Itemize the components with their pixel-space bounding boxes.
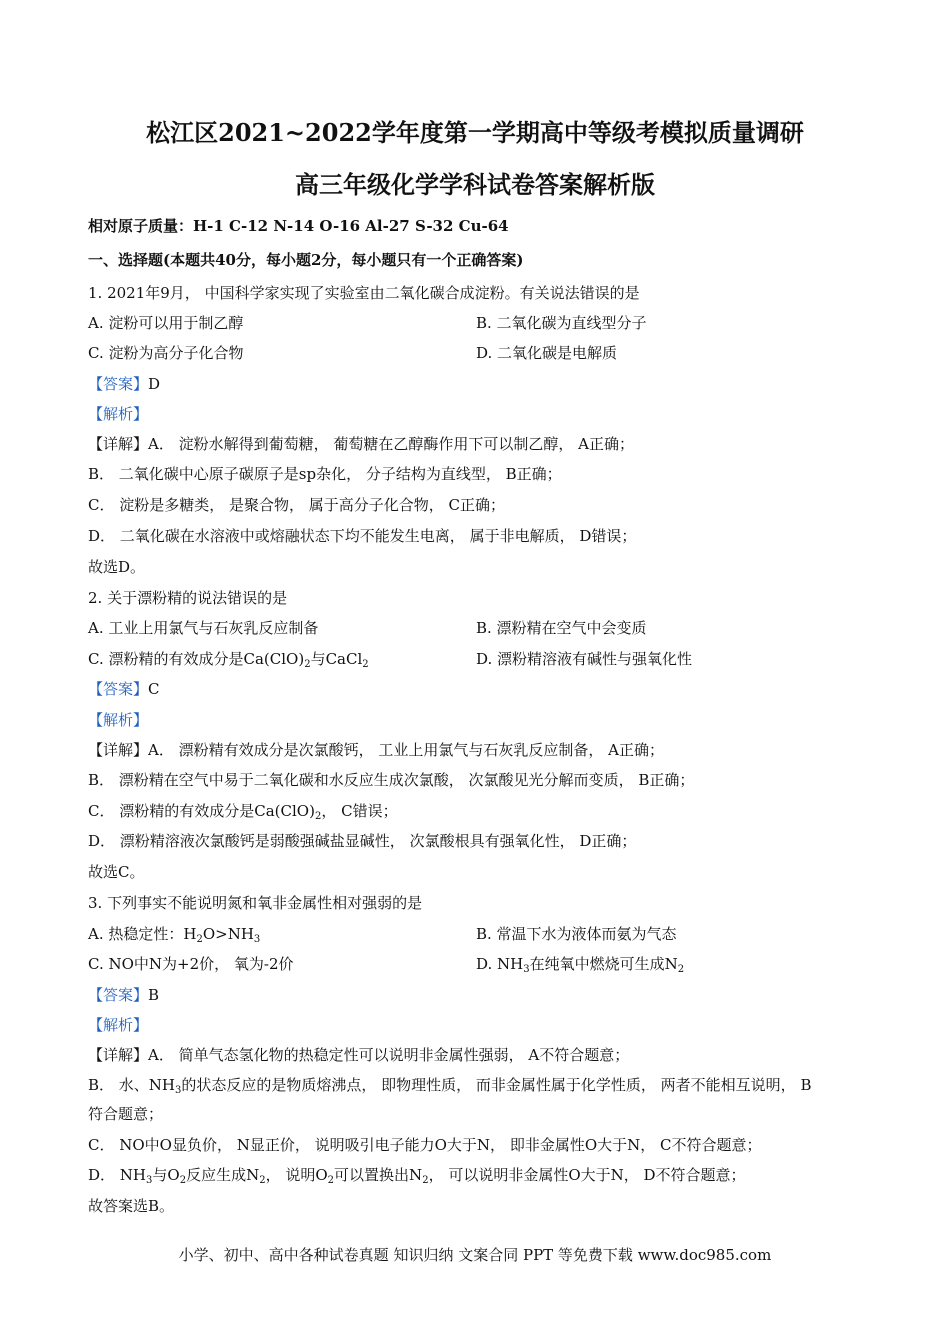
q3-conclusion: 故答案选B。: [88, 1197, 175, 1215]
q2-answer: [88, 679, 160, 699]
text: 的状态反应的是物质熔沸点， 即物理性质， 而非金属性属于化学性质， 两者不能相互说明， B: [181, 1076, 812, 1094]
subscript: 2: [677, 964, 685, 975]
answer-label: 【答案】: [88, 680, 149, 698]
q3-detail-2-cont: 符合题意；: [88, 1105, 164, 1123]
q2-conclusion: 故选C。: [88, 863, 145, 881]
text: C． 漂粉精的有效成分是Ca(ClO): [88, 802, 315, 820]
q3-option-d: [476, 954, 684, 974]
subscript: 3: [523, 964, 530, 975]
text: ， C错误；: [321, 802, 398, 820]
subscript: 2: [179, 1175, 187, 1186]
q1-option-b: B. 二氧化碳为直线型分子: [476, 314, 647, 332]
subscript: 3: [146, 1175, 153, 1186]
q3-detail-1: [88, 1045, 629, 1065]
subscript: 2: [327, 1175, 335, 1186]
q1-option-c: C. 淀粉为高分子化合物: [88, 344, 244, 362]
page-footer: 小学、初中、高中各种试卷真题 知识归纳 文案合同 PPT 等免费下载 www.doc985.com: [178, 1246, 772, 1264]
subscript: 2: [196, 934, 203, 945]
text: ， 可以说明非金属性O大于N， D不符合题意；: [428, 1166, 746, 1184]
q1-stem: 1. 2021年9月， 中国科学家实现了实验室由二氧化碳合成淀粉。有关说法错误的是: [88, 284, 640, 302]
answer-label: 【答案】: [88, 986, 149, 1004]
subscript: 2: [362, 659, 369, 670]
detail-label: 【详解】: [88, 741, 149, 759]
answer-value: D: [148, 375, 161, 393]
page-subtitle: 高三年级化学学科试卷答案解析版: [295, 170, 655, 199]
q2-detail-4: D． 漂粉精溶液次氯酸钙是弱酸强碱盐显碱性， 次氯酸根具有强氧化性， D正确；: [88, 832, 637, 850]
q1-option-d: D. 二氧化碳是电解质: [476, 344, 618, 362]
text: ， 说明O: [265, 1166, 328, 1184]
q2-option-b: B. 漂粉精在空气中会变质: [476, 619, 647, 637]
text: 与CaCl: [310, 650, 363, 668]
q3-option-c: C. NO中N为+2价， 氧为-2价: [88, 955, 294, 973]
q1-detail-1: [88, 434, 634, 454]
q3-stem: 3. 下列事实不能说明氮和氧非金属性相对强弱的是: [88, 894, 423, 912]
q3-detail-2: [88, 1075, 811, 1095]
detail-text: A． 淀粉水解得到葡萄糖， 葡萄糖在乙醇酶作用下可以制乙醇， A正确；: [148, 435, 634, 453]
text: 与O: [152, 1166, 180, 1184]
text: 可以置换出N: [334, 1166, 423, 1184]
q3-answer: [88, 985, 159, 1005]
q2-detail-2: B． 漂粉精在空气中易于二氧化碳和水反应生成次氯酸， 次氯酸见光分解而变质， B正确；: [88, 771, 695, 789]
q1-option-a: A. 淀粉可以用于制乙醇: [88, 314, 244, 332]
q1-conclusion: 故选D。: [88, 558, 146, 576]
q1-detail-4: D． 二氧化碳在水溶液中或熔融状态下均不能发生电离， 属于非电解质， D错误；: [88, 527, 637, 545]
detail-label: 【详解】: [88, 435, 149, 453]
q2-stem: 2. 关于漂粉精的说法错误的是: [88, 589, 288, 607]
q1-analysis-label: 【解析】: [88, 405, 149, 423]
q2-detail-1: [88, 740, 664, 760]
detail-text: A． 简单气态氢化物的热稳定性可以说明非金属性强弱， A不符合题意；: [148, 1046, 630, 1064]
detail-label: 【详解】: [88, 1046, 149, 1064]
text: 在纯氧中燃烧可生成N: [529, 955, 678, 973]
text: D． NH: [88, 1166, 147, 1184]
q1-answer: [88, 374, 160, 394]
q3-detail-3: C． NO中O显负价， N显正价， 说明吸引电子能力O大于N， 即非金属性O大于N， C不符合题意；: [88, 1136, 762, 1154]
text: A. 热稳定性：H: [88, 925, 197, 943]
text: B． 水、NH: [88, 1076, 175, 1094]
subscript: 2: [259, 1175, 266, 1186]
answer-value: B: [148, 986, 160, 1004]
q1-detail-2: B． 二氧化碳中心原子碳原子是sp杂化， 分子结构为直线型， B正确；: [88, 465, 562, 483]
q3-detail-4: [88, 1165, 746, 1185]
subscript: 2: [314, 811, 322, 822]
q1-detail-3: C． 淀粉是多糖类， 是聚合物， 属于高分子化合物， C正确；: [88, 496, 506, 514]
answer-value: C: [148, 680, 160, 698]
q3-option-a: [88, 924, 260, 944]
q2-detail-3: [88, 801, 398, 821]
atomic-masses: 相对原子质量：H-1 C-12 N-14 O-16 Al-27 S-32 Cu-64: [88, 217, 509, 235]
q3-option-b: B. 常温下水为液体而氨为气态: [476, 925, 677, 943]
subscript: 2: [304, 659, 311, 670]
q2-option-a: A. 工业上用氯气与石灰乳反应制备: [88, 619, 319, 637]
section-heading: 一、选择题(本题共40分，每小题2分，每小题只有一个正确答案): [88, 251, 524, 269]
subscript: 2: [422, 1175, 429, 1186]
subscript: 3: [175, 1085, 182, 1096]
text: D. NH: [476, 955, 524, 973]
q2-analysis-label: 【解析】: [88, 711, 149, 729]
text: O>NH: [202, 925, 254, 943]
detail-text: A． 漂粉精有效成分是次氯酸钙， 工业上用氯气与石灰乳反应制备， A正确；: [148, 741, 664, 759]
page-title: 松江区2021~2022学年度第一学期高中等级考模拟质量调研: [146, 118, 804, 147]
q3-analysis-label: 【解析】: [88, 1016, 149, 1034]
subscript: 3: [253, 934, 261, 945]
answer-label: 【答案】: [88, 375, 149, 393]
text: C. 漂粉精的有效成分是Ca(ClO): [88, 650, 305, 668]
text: 反应生成N: [186, 1166, 260, 1184]
q2-option-c: [88, 649, 369, 669]
q2-option-d: D. 漂粉精溶液有碱性与强氧化性: [476, 650, 693, 668]
